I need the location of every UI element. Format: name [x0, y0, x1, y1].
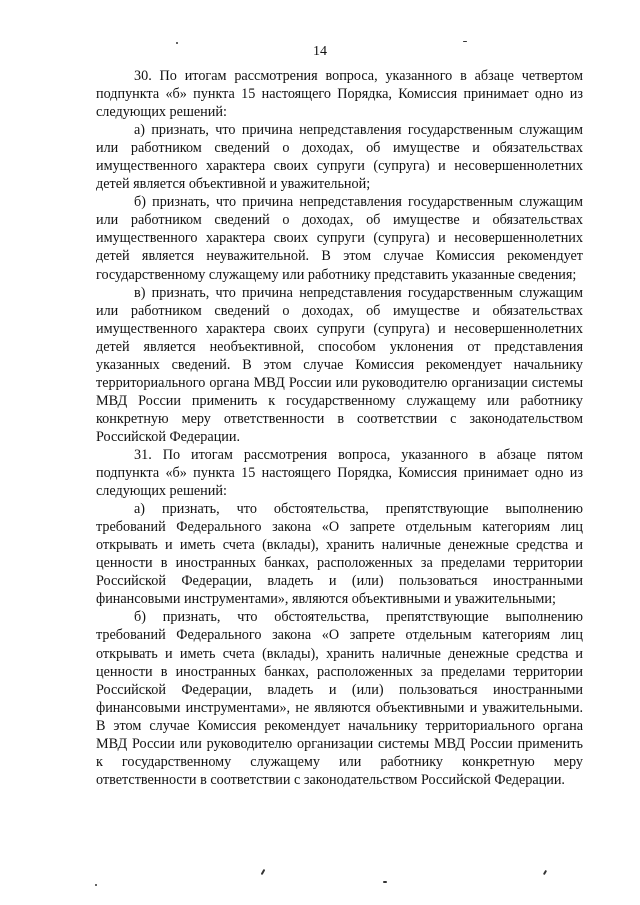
paragraph-30-intro: 30. По итогам рассмотрения вопроса, указанного в абзаце четвертом подпункта «б» пункта 15 настоящего Порядка, Комиссия принимает одно из следующих решений:: [96, 68, 583, 121]
paragraph-30-v: в) признать, что причина непредставления государственным служащим или работником сведений о доходах, об имуществе и обязательствах имущественного характера своих супруги (супруга) и несовершеннолетних детей является необъективной, способом уклонения от представления указанных сведений. В этом случае Комиссия рекомендует начальнику территориального органа МВД России или руководителю организации системы МВД России применить к государственному служащему или работнику конкретную меру ответственности в соответствии с законодательством Российской Федерации.: [96, 284, 583, 445]
paragraph-31-b: б) признать, что обстоятельства, препятствующие выполнению требований Федерального закона «О запрете отдельным категориям лиц открывать и иметь счета (вклады), хранить наличные денежные средства и ценности в иностранных банках, расположенных за пределами территории Российской Федерации, владеть и (или) пользоваться иностранными финансовыми инструментами», не являются объективными и уважительными. В этом случае Комиссия рекомендует начальнику территориального органа МВД России или руководителю организации системы МВД России применить к государственному служащему или работнику конкретную меру ответственности в соответствии с законодательством Российской Федерации.: [96, 609, 583, 788]
page-number: 14: [313, 44, 327, 59]
scan-speck: [261, 869, 266, 875]
scan-speck: [463, 41, 467, 42]
paragraph-30-b: б) признать, что причина непредставления государственным служащим или работником сведений о доходах, об имуществе и обязательствах имущественного характера своих супруги (супруга) и несовершеннолетних детей является неуважительной. В этом случае Комиссия рекомендует государственному служащему или работнику представить указанные сведения;: [96, 194, 583, 283]
scan-speck: [176, 42, 178, 44]
scan-speck: [543, 870, 547, 875]
scan-speck: [383, 881, 387, 883]
paragraph-31-a: а) признать, что обстоятельства, препятствующие выполнению требований Федерального закона «О запрете отдельным категориям лиц открывать и иметь счета (вклады), хранить наличные денежные средства и ценности в иностранных банках, расположенных за пределами территории Российской Федерации, владеть и (или) пользоваться иностранными финансовыми инструментами», являются объективными и уважительными;: [96, 501, 583, 608]
scan-speck: [95, 884, 97, 886]
paragraph-31-intro: 31. По итогам рассмотрения вопроса, указанного в абзаце пятом подпункта «б» пункта 15 настоящего Порядка, Комиссия принимает одно из следующих решений:: [96, 446, 583, 500]
document-body: [96, 67, 583, 789]
paragraph-30-a: а) признать, что причина непредставления государственным служащим или работником сведений о доходах, об имуществе и обязательствах имущественного характера своих супруги (супруга) и несовершеннолетних детей является объективной и уважительной;: [96, 122, 583, 193]
